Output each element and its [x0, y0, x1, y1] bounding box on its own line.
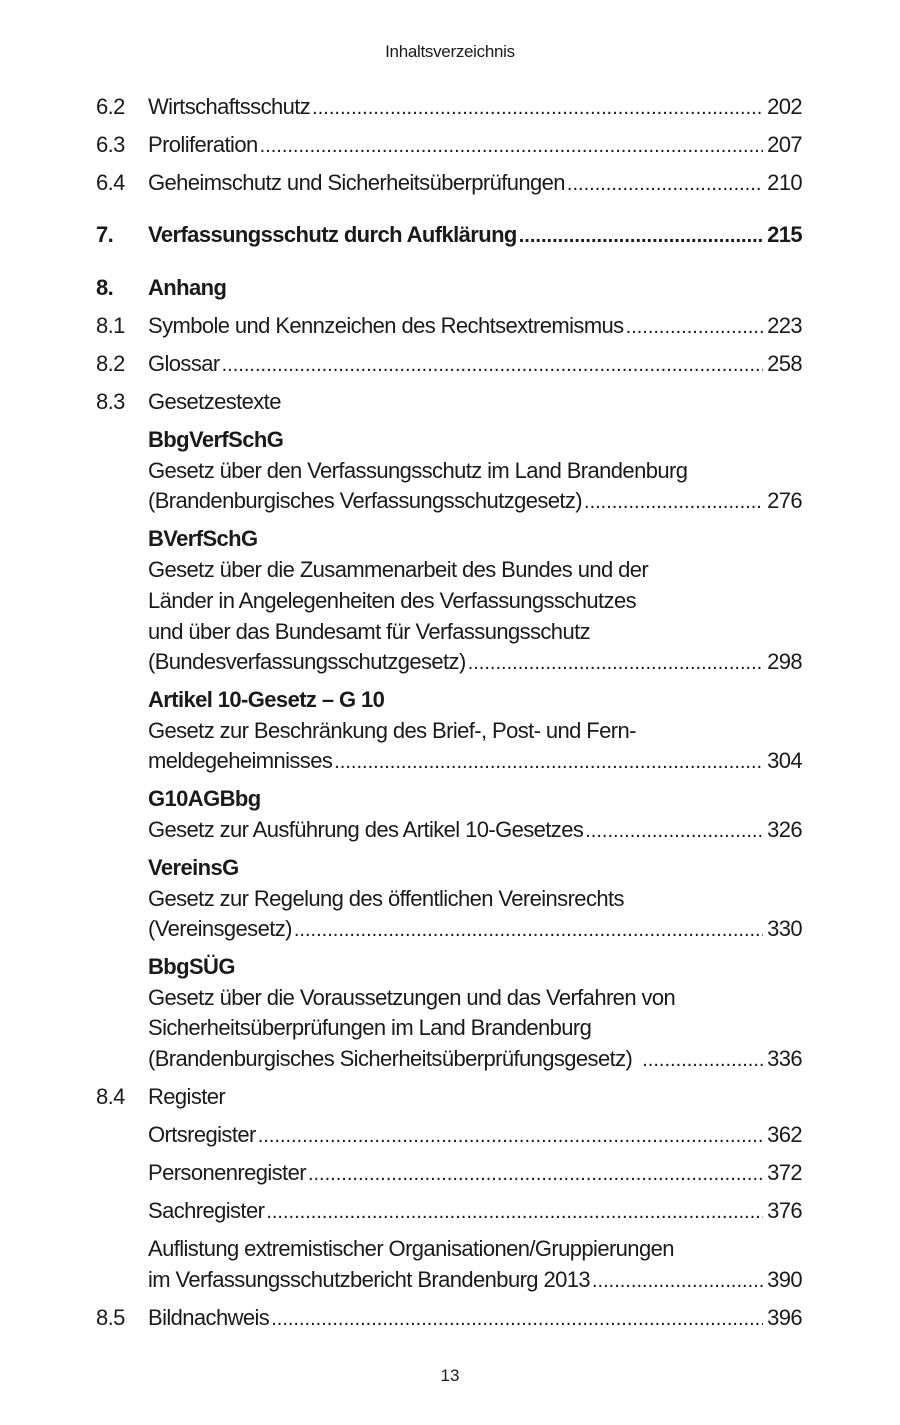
- dot-leader: [585, 816, 763, 846]
- toc-entry-g10agbbg[interactable]: [148, 815, 802, 845]
- toc-page-number: 215: [767, 222, 802, 247]
- toc-entry-title: Anhang: [148, 275, 227, 300]
- toc-entry-8-1[interactable]: [148, 311, 802, 341]
- law-abbreviation-bbgverfschg: [148, 425, 802, 455]
- toc-entry-8-4[interactable]: [148, 1082, 802, 1112]
- law-title-line: [148, 884, 802, 914]
- law-title-line: [148, 456, 802, 486]
- law-title-line: [148, 586, 802, 616]
- law-title-line: [148, 716, 802, 746]
- law-title-text: Sicherheitsüberprüfungen im Land Brandenburg: [148, 1015, 592, 1040]
- dot-leader: [294, 915, 763, 945]
- toc-entry-title: Auflistung extremistischer Organisationen/Gruppierungen: [148, 1236, 674, 1261]
- dot-leader: [519, 221, 763, 251]
- section-number-8-5: 8.5: [96, 1305, 125, 1330]
- section-number-8-3: 8.3: [96, 389, 125, 414]
- law-title-line: [148, 617, 802, 647]
- toc-page-number: 202: [767, 94, 802, 119]
- toc-entry-ortsregister[interactable]: [148, 1120, 802, 1150]
- law-title-line: [148, 983, 802, 1013]
- law-title-line: [148, 555, 802, 585]
- toc-page-number: 362: [767, 1122, 802, 1147]
- toc-page-number: 372: [767, 1160, 802, 1185]
- toc-entry-8[interactable]: [148, 273, 802, 303]
- law-title-text: Gesetz über die Zusammenarbeit des Bundes und der: [148, 557, 649, 582]
- law-title-line: [148, 1234, 802, 1264]
- toc-entry-vereinsg[interactable]: [148, 914, 802, 944]
- toc-page-number: 330: [767, 916, 802, 941]
- law-abbreviation-g10: [148, 685, 802, 715]
- toc-page-number: 304: [767, 748, 802, 773]
- toc-entry-title: Verfassungsschutz durch Aufklärung: [148, 222, 517, 247]
- dot-leader: [567, 169, 763, 199]
- toc-entry-title: Register: [148, 1084, 226, 1109]
- dot-leader: [468, 648, 763, 678]
- toc-page-number: 207: [767, 132, 802, 157]
- dot-leader: [334, 747, 763, 777]
- toc-entry-bverfschg[interactable]: [148, 647, 802, 677]
- running-header: Inhaltsverzeichnis: [385, 42, 515, 61]
- dot-leader: [266, 1197, 763, 1227]
- law-title-text: Gesetz über die Voraussetzungen und das Verfahren von: [148, 985, 676, 1010]
- law-abbreviation: BVerfSchG: [148, 526, 258, 551]
- section-number-8-1: 8.1: [96, 313, 125, 338]
- law-title-text: Gesetz zur Ausführung des Artikel 10-Gesetzes: [148, 817, 584, 842]
- law-title-text: Länder in Angelegenheiten des Verfassungsschutzes: [148, 588, 636, 613]
- law-abbreviation: BbgVerfSchG: [148, 427, 284, 452]
- toc-entry-title: Bildnachweis: [148, 1305, 270, 1330]
- law-title-text: meldegeheimnisses: [148, 748, 333, 773]
- toc-entry-sachregister[interactable]: [148, 1196, 802, 1226]
- toc-entry-g10[interactable]: [148, 746, 802, 776]
- toc-page-number: 376: [767, 1198, 802, 1223]
- toc-entry-title: Proliferation: [148, 132, 258, 157]
- dot-leader: [258, 1121, 763, 1151]
- toc-entry-8-3[interactable]: [148, 387, 802, 417]
- toc-entry-bbgverfschg[interactable]: [148, 486, 802, 516]
- dot-leader: [584, 487, 763, 517]
- law-title-text: (Brandenburgisches Sicherheitsüberprüfungsgesetz): [148, 1046, 633, 1071]
- dot-leader: [626, 312, 764, 342]
- section-number-6-2: 6.2: [96, 94, 125, 119]
- toc-entry-title: Sachregister: [148, 1198, 265, 1223]
- toc-entry-title: Geheimschutz und Sicherheitsüberprüfungen: [148, 170, 565, 195]
- law-title-text: und über das Bundesamt für Verfassungsschutz: [148, 619, 590, 644]
- section-number-6-3: 6.3: [96, 132, 125, 157]
- toc-entry-title: Symbole und Kennzeichen des Rechtsextremismus: [148, 313, 624, 338]
- law-title-text: Gesetz zur Regelung des öffentlichen Vereinsrechts: [148, 886, 624, 911]
- law-title-text: (Brandenburgisches Verfassungsschutzgesetz): [148, 488, 583, 513]
- toc-entry-8-5[interactable]: [148, 1303, 802, 1333]
- toc-entry-bbgsug[interactable]: [148, 1044, 802, 1074]
- toc-entry-auflistung[interactable]: [148, 1265, 802, 1295]
- dot-leader: [271, 1304, 763, 1334]
- law-abbreviation: G10AGBbg: [148, 786, 261, 811]
- toc-entry-personenregister[interactable]: [148, 1158, 802, 1188]
- toc-page-number: 276: [767, 488, 802, 513]
- section-number-7: 7.: [96, 222, 114, 247]
- section-number-6-4: 6.4: [96, 170, 125, 195]
- toc-entry-title: Ortsregister: [148, 1122, 256, 1147]
- dot-leader: [308, 1159, 763, 1189]
- dot-leader: [592, 1266, 763, 1296]
- section-number-8-2: 8.2: [96, 351, 125, 376]
- page-number: 13: [440, 1366, 460, 1385]
- law-title-line: [148, 1013, 802, 1043]
- law-title-text: (Bundesverfassungsschutzgesetz): [148, 649, 466, 674]
- toc-page-number: 298: [767, 649, 802, 674]
- toc-page-number: 390: [767, 1267, 802, 1292]
- dot-leader: [642, 1045, 763, 1075]
- law-title-text: (Vereinsgesetz): [148, 916, 292, 941]
- toc-entry-title: Wirtschaftsschutz: [148, 94, 311, 119]
- toc-entry-title: Gesetzestexte: [148, 389, 281, 414]
- law-abbreviation-bverfschg: [148, 524, 802, 554]
- toc-page-number: 396: [767, 1305, 802, 1330]
- toc-entry-title: im Verfassungsschutzbericht Brandenburg 2013: [148, 1267, 590, 1292]
- toc-entry-6-4[interactable]: [148, 168, 802, 198]
- toc-entry-8-2[interactable]: [148, 349, 802, 379]
- toc-entry-6-2[interactable]: [148, 92, 802, 122]
- toc-entry-title: Glossar: [148, 351, 220, 376]
- section-number-8-4: 8.4: [96, 1084, 125, 1109]
- law-abbreviation-g10agbbg: [148, 784, 802, 814]
- law-abbreviation: Artikel 10-Gesetz – G 10: [148, 687, 385, 712]
- toc-page-number: 223: [767, 313, 802, 338]
- toc-page-number: 258: [767, 351, 802, 376]
- dot-leader: [222, 350, 763, 380]
- toc-page-number: 326: [767, 817, 802, 842]
- law-title-text: Gesetz über den Verfassungsschutz im Land Brandenburg: [148, 458, 688, 483]
- law-abbreviation: VereinsG: [148, 855, 239, 880]
- law-abbreviation-vereinsg: [148, 853, 802, 883]
- law-abbreviation-bbgsug: [148, 952, 802, 982]
- toc-entry-6-3[interactable]: [148, 130, 802, 160]
- law-title-text: Gesetz zur Beschränkung des Brief-, Post- und Fern-: [148, 718, 636, 743]
- law-abbreviation: BbgSÜG: [148, 954, 235, 979]
- dot-leader: [312, 93, 763, 123]
- section-number-8: 8.: [96, 275, 114, 300]
- toc-page-number: 336: [767, 1046, 802, 1071]
- toc-entry-title: Personenregister: [148, 1160, 306, 1185]
- toc-entry-7[interactable]: [148, 220, 802, 250]
- toc-page-number: 210: [767, 170, 802, 195]
- dot-leader: [260, 131, 764, 161]
